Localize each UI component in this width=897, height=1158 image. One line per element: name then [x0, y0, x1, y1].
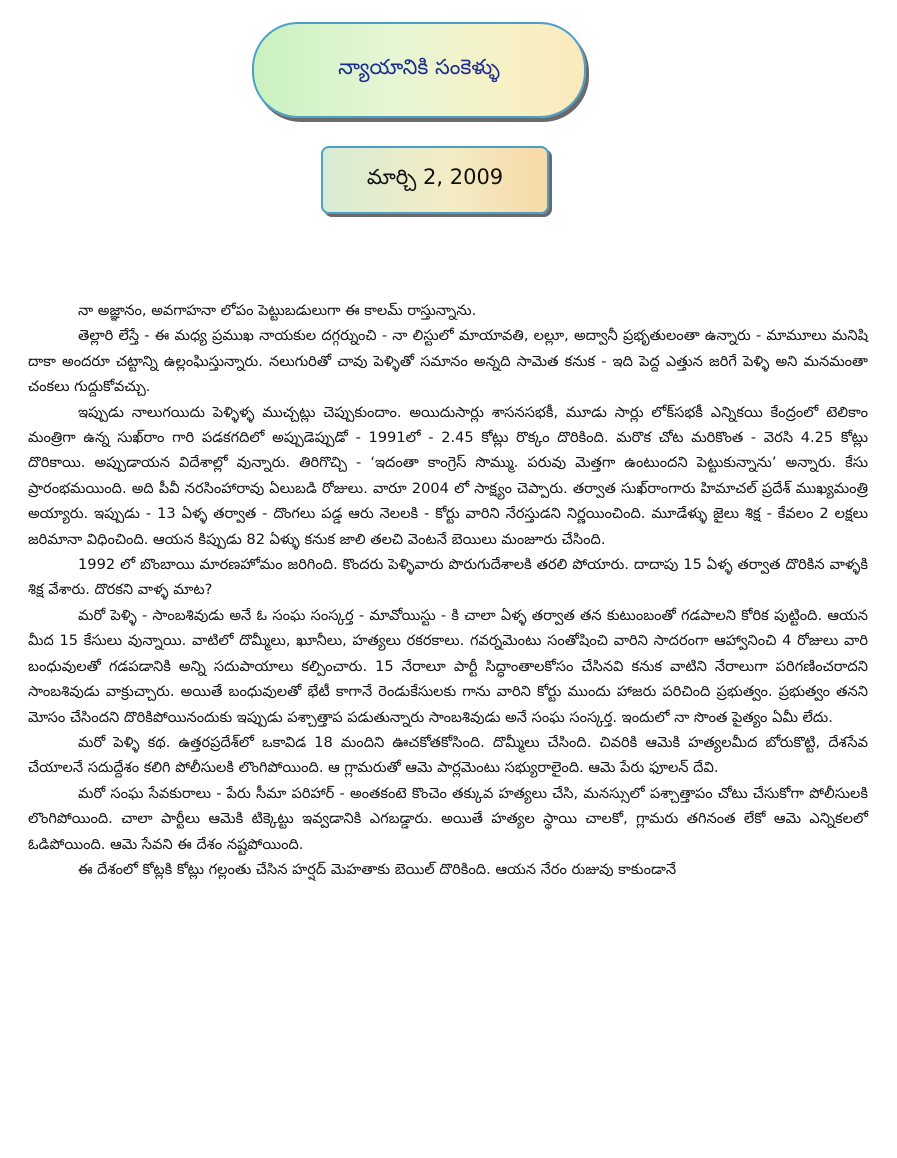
- title-banner: [252, 22, 586, 118]
- paragraph: నా అజ్ఞానం, అవగాహనా లోపం పెట్టుబడులుగా ఈ కాలమ్ రాస్తున్నాను.: [78, 302, 477, 319]
- paragraph: మరో సంఘ సేవకురాలు - పేరు సీమా పరిహార్ - అంతకంటె కొంచెం తక్కువ హత్యలు చేసి, మనస్సులో పశ్చాత్తాపం చోటు చేసుకోగా పోలీసులకి లొంగిపోయింది. చాలా పార్టీలు ఆమెకి టిక్కెట్టు ఇవ్వడానికి ఎగబడ్డారు. అయితే హత్యల స్థాయి చాలకో, గ్లామరు తగినంత లేకో ఆమె ఎన్నికలలో ఓడిపోయింది. ఆమె సేవని ఈ దేశం నష్టపోయింది.: [28, 784, 868, 853]
- paragraph: తెల్లారి లేస్తే - ఈ మధ్య ప్రముఖ నాయకుల దగ్గర్నుంచి - నా లిస్టులో మాయావతి, లల్లూ, అద్వానీ ప్రభృతులంతా ఉన్నారు - మామూలు మనిషి దాకా అందరూ చట్టాన్ని ఉల్లంఘిస్తున్నారు. నలుగురితో చావు పెళ్ళితో సమానం అన్నది సామెత కనుక - ఇది పెద్ద ఎత్తున జరిగే పెళ్ళి అని మనమంతా చంకలు గుద్దుకోవచ్చు.: [28, 327, 868, 396]
- paragraph: మరో పెళ్ళి కథ. ఉత్తరప్రదేశ్‌లో ఒకావిడ 18 మందిని ఊచకోతకోసింది. దొమ్మీలు చేసింది. చివరికి ఆమెకి హత్యలమీద బోరుకొట్టి, దేశసేవ చేయాలనే సదుద్దేశం కలిగి పోలీసులకి లొంగిపోయింది. ఆ గ్లామరుతో ఆమె పార్లమెంటు సభ్యురాలైంది. ఆమె పేరు ఫూలన్ దేవి.: [28, 733, 868, 777]
- date-banner: [321, 146, 549, 214]
- paragraph: ఇప్పుడు నాలుగయిదు పెళ్ళిళ్ళ ముచ్చట్లు చెప్పుకుందాం. అయిదుసార్లు శాసనసభకీ, మూడు సార్లు లోక్‌సభకీ ఎన్నికయి కేంద్రంలో టెలికాం మంత్రిగా ఉన్న సుఖ్‌రాం గారి పడకగదిలో అప్పుడెప్పుడో - 1991లో - 2.45 కోట్లు రొక్కం దొరికింది. మరొక చోట మరికొంత - వెరసి 4.25 కోట్లు దొరికాయి. అప్పుడాయన విదేశాల్లో వున్నారు. తిరిగొచ్చి - ‘ఇదంతా కాంగ్రెస్ సొమ్ము. పరువు మెత్తగా ఉంటుందని పెట్టుకున్నాను’ అన్నారు. కేసు ప్రారంభమయింది. అది పీవీ నరసింహారావు ఏలుబడి రోజులు. వారూ 2004 లో సాక్ష్యం చెప్పారు. తర్వాత సుఖ్‌రాంగారు హిమాచల్ ప్రదేశ్ ముఖ్యమంత్రి అయ్యారు. ఇప్పుడు - 13 ఏళ్ళ తర్వాత - దొంగలు పడ్డ ఆరు నెలలకి - కోర్టు వారిని నేరస్తుడని నిర్ణయించింది. మూడేళ్ళు జైలు శిక్ష - కేవలం 2 లక్షలు జరిమానా విధించింది. ఆయన కిప్పుడు 82 ఏళ్ళు కనుక జాలి తలచి వెంటనే బెయిలు మంజూరు చేసింది.: [28, 403, 868, 548]
- publish-date: మార్చి 2, 2009: [366, 165, 504, 189]
- paragraph: మరో పెళ్ళి - సాంబశివుడు అనే ఓ సంఘ సంస్కర్త - మావోయిస్టు - కి చాలా ఏళ్ళ తర్వాత తన కుటుంబంతో గడపాలని కోరిక పుట్టింది. ఆయన మీద 15 కేసులు వున్నాయి. వాటిలో దొమ్మీలు, ఖూనీలు, హత్యలు రకరకాలు. గవర్నమెంటు సంతోషించి వారిని సాదరంగా ఆహ్వానించి 4 రోజులు వారి బంధువులతో గడపడానికి అన్ని సదుపాయాలు కల్పించారు. 15 నేరాలూ పార్టీ సిద్ధాంతాలకోసం చేసినవి కనుక వాటిని నేరాలుగా పరిగణించరాదని సాంబశివుడు వాక్రుచ్చారు. అయితే బంధువులతో భేటీ కాగానే రెండుకేసులకు గాను వారిని కోర్టు ముందు హాజరు పరిచింది ప్రభుత్వం. ప్రభుత్వం తనని మోసం చేసిందని దొరికిపోయినందుకు ఇప్పుడు పశ్చాత్తాప పడుతున్నారు సాంబశివుడు అనే సంఘ సంస్కర్త. ఇందులో నా సొంత పైత్యం ఏమీ లేదు.: [28, 606, 868, 726]
- page-title: న్యాయానికి సంకెళ్ళు: [338, 55, 500, 79]
- article-body: [28, 298, 868, 882]
- paragraph: ఈ దేశంలో కోట్లకి కోట్లు గల్లంతు చేసిన హర్షద్ మెహతాకు బెయిల్ దొరికింది. ఆయన నేరం రుజువు కాకుండానే: [78, 860, 677, 878]
- paragraph: 1992 లో బొంబాయి మారణహోమం జరిగింది. కొందరు పెళ్ళివారు పొరుగుదేశాలకి తరలి పోయారు. దాదాపు 15 ఏళ్ళ తర్వాత దొరికిన వాళ్ళకి శిక్ష వేశారు. దొరకని వాళ్ళ మాట?: [28, 556, 868, 599]
